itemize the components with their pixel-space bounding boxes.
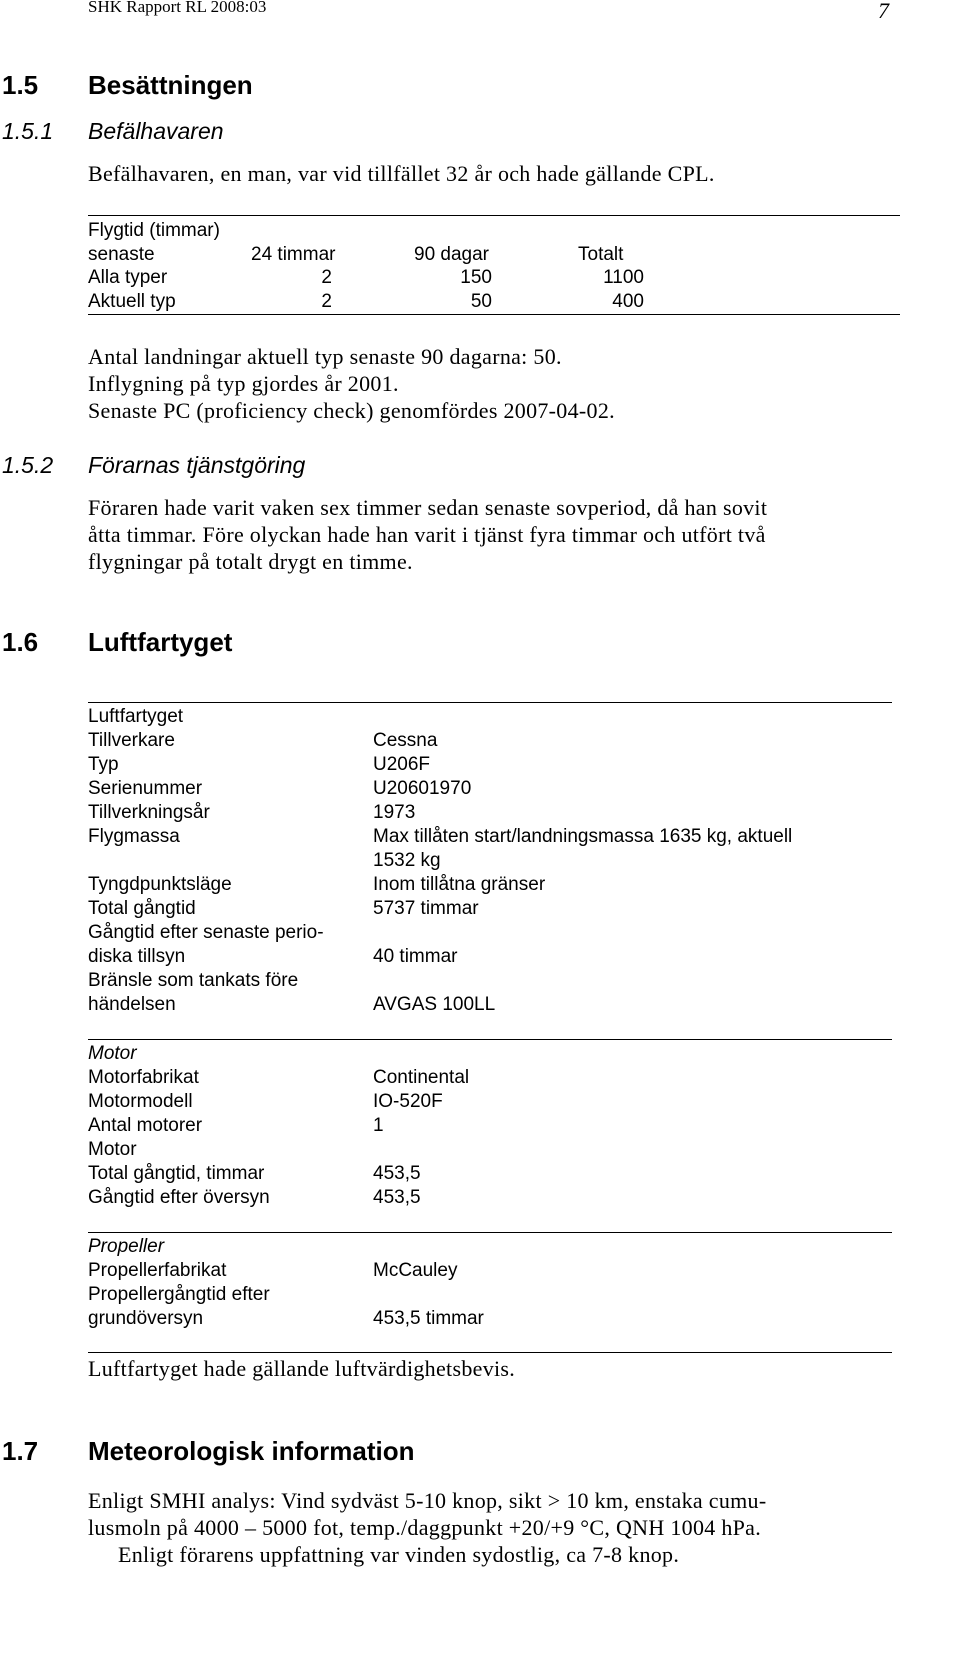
paragraph-line: flygningar på totalt drygt en timme. [88,549,413,574]
table-label: Propellerfabrikat [88,1260,227,1281]
table-value: IO-520F [373,1091,443,1112]
table-label: Motormodell [88,1091,193,1112]
table-rule [88,1039,892,1040]
table-label: Flygmassa [88,826,180,847]
table-cell: 150 [460,267,492,288]
table-label: Propellergångtid efter [88,1284,270,1305]
paragraph-line: Senaste PC (proficiency check) genomfördes 2007-04-02. [88,398,615,423]
table-label: Total gångtid, timmar [88,1163,265,1184]
table-value: U20601970 [373,778,472,799]
table-rule [88,314,900,315]
table-label: Total gångtid [88,898,196,919]
table-value: 1973 [373,802,416,823]
section-title: Besättningen [88,70,253,100]
paragraph-line: åtta timmar. Före olyckan hade han varit i tjänst fyra timmar och utfört två [88,522,766,547]
table-label: Tyngdpunktsläge [88,874,232,895]
table-value: Inom tillåtna gränser [373,874,546,895]
paragraph-line: Antal landningar aktuell typ senaste 90 dagarna: 50. [88,344,562,369]
table-label: Tillverkare [88,730,175,751]
table-header: senaste [88,244,155,265]
table-label: diska tillsyn [88,946,186,967]
paragraph-line: lusmoln på 4000 – 5000 fot, temp./daggpunkt +20/+9 °C, QNH 1004 hPa. [88,1515,762,1540]
table-label: Antal motorer [88,1115,203,1136]
paragraph: Befälhavaren, en man, var vid tillfället 32 år och hade gällande CPL. [88,161,715,186]
table-label: händelsen [88,994,176,1015]
subsection-title: Befälhavaren [88,118,224,144]
table-cell: Alla typer [88,267,168,288]
table-label: grundöversyn [88,1308,204,1329]
table-value: 1532 kg [373,850,441,871]
table-caption: Luftfartyget [88,706,184,727]
subsection-number: 1.5.1 [2,118,54,144]
table-value: AVGAS 100LL [373,994,496,1015]
table-rule [88,702,892,703]
table-label: Tillverkningsår [88,802,210,823]
table-cell: 1100 [603,267,644,288]
table-cell: Aktuell typ [88,291,176,312]
paragraph-line: Enligt SMHI analys: Vind sydväst 5-10 knop, sikt > 10 km, enstaka cumu- [88,1488,767,1513]
table-value: McCauley [373,1260,458,1281]
table-header: Totalt [578,244,624,265]
paragraph-line: Inflygning på typ gjordes år 2001. [88,371,399,396]
table-label: Gångtid efter översyn [88,1187,270,1208]
section-number: 1.7 [2,1436,39,1466]
table-value: Continental [373,1067,470,1088]
table-label: Bränsle som tankats före [88,970,299,991]
table-value: 453,5 timmar [373,1308,484,1329]
paragraph: Luftfartyget hade gällande luftvärdighetsbevis. [88,1356,516,1381]
table-label: Typ [88,754,119,775]
table-caption: Propeller [88,1236,165,1257]
subsection-number: 1.5.2 [2,452,54,478]
table-header: 90 dagar [414,244,490,265]
table-cell: 2 [321,291,332,312]
table-value: 1 [373,1115,384,1136]
table-value: 40 timmar [373,946,458,967]
table-label: Motorfabrikat [88,1067,199,1088]
subsection-title: Förarnas tjänstgöring [88,452,306,478]
table-label: Gångtid efter senaste perio- [88,922,324,943]
table-value: 5737 timmar [373,898,479,919]
table-value: Cessna [373,730,438,751]
report-id: SHK Rapport RL 2008:03 [88,0,267,16]
table-caption: Flygtid (timmar) [88,220,220,241]
table-cell: 50 [470,291,492,312]
table-value: 453,5 [373,1187,421,1208]
table-rule [88,1232,892,1233]
table-cell: 2 [321,267,332,288]
paragraph-line: Enligt förarens uppfattning var vinden sydostlig, ca 7-8 knop. [118,1542,680,1567]
table-header: 24 timmar [251,244,336,265]
section-number: 1.5 [2,70,39,100]
paragraph-line: Föraren hade varit vaken sex timmer sedan senaste sovperiod, då han sovit [88,495,768,520]
table-value: U206F [373,754,431,775]
table-caption: Motor [88,1043,137,1064]
table-value: 453,5 [373,1163,421,1184]
table-value: Max tillåten start/landningsmassa 1635 kg, aktuell [373,826,793,847]
section-title: Meteorologisk information [88,1436,415,1466]
section-title: Luftfartyget [88,627,233,657]
table-rule [88,215,900,216]
table-rule [88,1352,892,1353]
page-number: 7 [878,0,889,23]
section-number: 1.6 [2,627,39,657]
table-label: Serienummer [88,778,203,799]
table-cell: 400 [612,291,644,312]
table-label: Motor [88,1139,137,1160]
